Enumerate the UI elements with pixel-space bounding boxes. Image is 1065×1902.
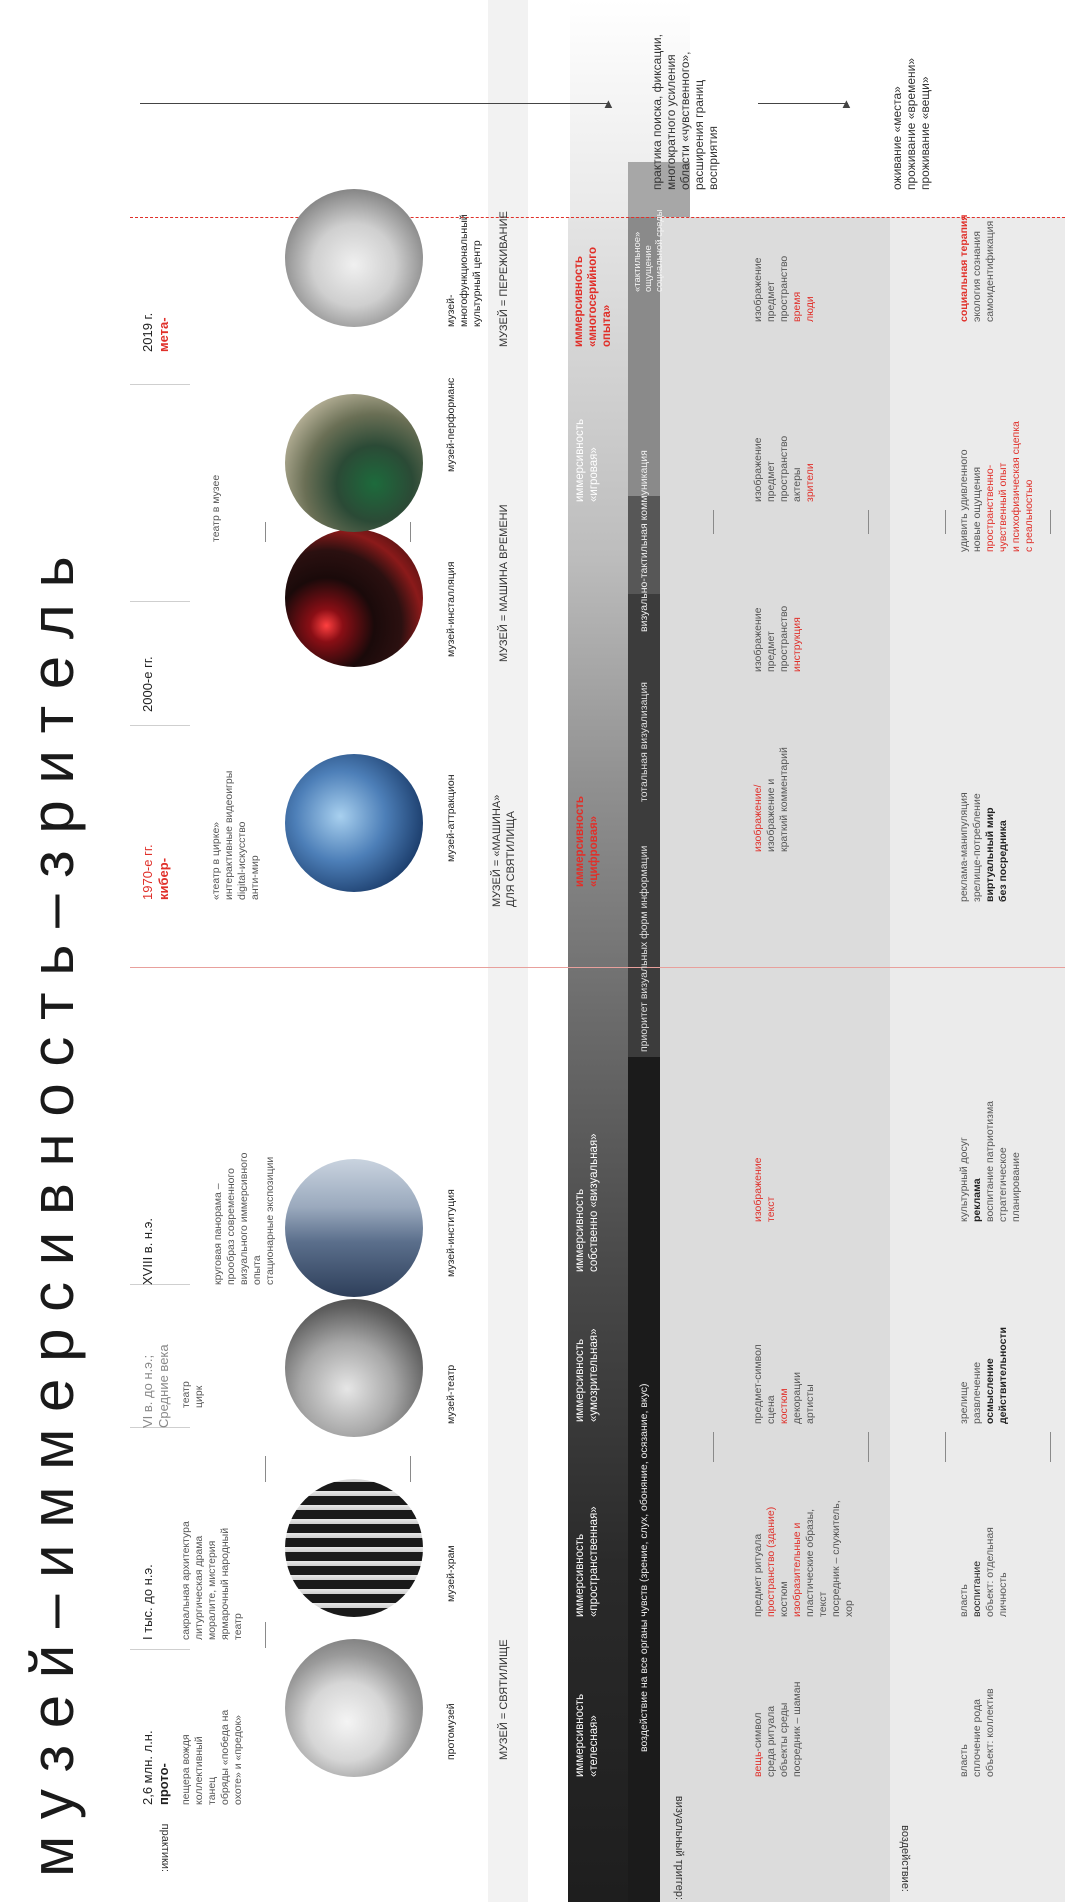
impact-list: культурный досуг реклама воспитание патриотизма стратегическое планирование — [958, 1100, 1022, 1222]
connector-line — [265, 1622, 266, 1648]
impact-list: власть воспитание объект: отдельная личность — [958, 1527, 1009, 1617]
connector-line — [945, 510, 946, 534]
performance-image — [285, 394, 423, 532]
trigger-list: изображение/ изображение и краткий комментарий — [752, 747, 790, 852]
era-practices-18c: круговая панорама – прообраз современного визуального иммерсивного опыта стационарные экспозиции — [212, 1152, 276, 1285]
immersivity-visual: иммерсивность собственно «визуальная» — [574, 1133, 600, 1272]
immersivity-digital: иммерсивность «цифровая» — [574, 796, 600, 887]
era-header-1k-bc: I тыс. до н.э. — [140, 1564, 155, 1640]
senses-label-multi: «тактильное» ощущение социальной среды — [632, 209, 665, 292]
panorama-image — [285, 1159, 423, 1297]
label-practices: практики: — [159, 1823, 171, 1872]
immersivity-speculative: иммерсивность «умозрительная» — [574, 1328, 600, 1422]
impact-list: социальная терапия экология сознания самоидентификация — [958, 214, 996, 322]
era-header-proto: 2,6 млн. л.н. прото- — [140, 1730, 171, 1805]
temple-image — [285, 1479, 423, 1617]
cultural-center-image — [285, 189, 423, 327]
connector-line — [713, 1432, 714, 1462]
trigger-list: предмет-символ сцена костюм декорации артисты — [752, 1344, 816, 1424]
connector-line — [265, 522, 266, 542]
trigger-list: изображение текст — [752, 1157, 777, 1222]
era-practices-6c-bc: театр цирк — [180, 1381, 205, 1408]
museum-type: МУЗЕЙ = ПЕРЕЖИВАНИЕ — [498, 211, 510, 347]
trigger-list: вещь-символ среда ритуала объекты среды посредник – шаман — [752, 1681, 803, 1777]
connector-line — [410, 1456, 411, 1482]
museum-label: музей-перформанс — [445, 377, 457, 472]
connector-line — [945, 1432, 946, 1462]
senses-label: приоритет визуальных форм информации — [638, 845, 650, 1052]
red-dashed-divider — [130, 217, 1065, 218]
museum-label: музей-театр — [445, 1364, 457, 1424]
separator — [130, 725, 190, 726]
museum-label: музей-храм — [445, 1545, 457, 1602]
era-practices-proto: пещера вождя коллективный танец обряды «победа на охоте» и «предок» — [180, 1709, 244, 1805]
trigger-list: предмет ритуала пространство (здание) костюм изобразительные и пластические образы, текст посредник – служитель, хор — [752, 1500, 855, 1617]
impact-list: зрелище развлечение осмысление действительности — [958, 1326, 1009, 1424]
museum-label: музей-аттракцион — [445, 774, 457, 862]
arrow-top-line — [140, 103, 610, 104]
era-practices-1k-bc: сакральная архитектура литургическая драма моралите, мистерия ярмарочный народный театр — [180, 1521, 244, 1640]
impact-list: удивить удивленного новые ощущения пространственно- чувственный опыт и психофизическая сцепка с реальностью — [958, 421, 1035, 552]
arrow-top-icon: ▶ — [603, 100, 614, 108]
trigger-list: изображение предмет пространство время люди — [752, 255, 816, 322]
museum-label: музей-институция — [445, 1189, 457, 1277]
era-header-18c: XVIII в. н.э. — [140, 1218, 155, 1285]
immersivity-bodily: иммерсивность «телесная» — [574, 1693, 600, 1777]
arrow-bottom-icon: ▶ — [841, 100, 852, 108]
separator — [130, 1649, 190, 1650]
separator — [130, 384, 190, 385]
arrow-bottom-line — [758, 103, 848, 104]
immersivity-multi-series: иммерсивность «многосерийного опыта» — [573, 247, 613, 347]
trigger-list: изображение предмет пространство инструкция — [752, 605, 803, 672]
era-header-1970s: 1970-е гг. кибер- — [140, 844, 171, 900]
red-era-line — [130, 967, 1065, 968]
museum-label-multi: музей- многофункциональный культурный центр — [445, 214, 483, 327]
note-bottom: оживание «места» проживание «времени» проживание «вещи» — [890, 57, 932, 190]
senses-label: воздействие на все органы чувств (зрение, слух, обоняние, осязание, вкус) — [638, 1383, 650, 1752]
era-header-2000s: 2000-е гг. — [140, 656, 155, 712]
senses-label: тотальная визуализация — [638, 682, 650, 802]
impact-list: реклама-манипуляция зрелище-потребление виртуальный мир без посредника — [958, 792, 1009, 902]
connector-line — [1050, 1432, 1051, 1462]
connector-line — [265, 1456, 266, 1482]
theatre-masks-image — [285, 1299, 423, 1437]
label-triggers: визуальный триггер: — [673, 1795, 685, 1900]
immersivity-spatial: иммерсивность «пространственная» — [574, 1506, 600, 1617]
separator — [130, 1284, 190, 1285]
page-title: м у з е й – и м м е р с и в н о с т ь – з р и т е л ь — [19, 556, 86, 1877]
museum-label: протомузей — [445, 1703, 457, 1760]
senses-label: визуально-тактильная коммуникация — [638, 450, 650, 632]
connector-line — [1050, 510, 1051, 534]
impact-list: власть сплочение рода объект: коллектив — [958, 1688, 996, 1777]
museum-type: МУЗЕЙ = МАШИНА ВРЕМЕНИ — [498, 504, 510, 662]
installation-image — [285, 529, 423, 667]
connector-line — [713, 510, 714, 534]
label-impact: воздействие: — [899, 1825, 911, 1892]
cave-art-image — [285, 1639, 423, 1777]
era-practices-1970s: «театр в цирке» интерактивные видеоигры digital-искусство анти-мир — [210, 770, 261, 900]
connector-line — [868, 510, 869, 534]
museum-label: музей-инсталляция — [445, 561, 457, 657]
museum-type: МУЗЕЙ = СВЯТИЛИЩЕ — [498, 1639, 510, 1760]
museum-type: МУЗЕЙ = «МАШИНА» ДЛЯ СВЯТИЛИЩА — [491, 794, 517, 907]
connector-line — [868, 1432, 869, 1462]
era-header-6c-bc: VI в. до н.э.; Средние века — [140, 1344, 171, 1428]
era-practices-2000s: театр в музее — [210, 474, 222, 542]
connector-line — [410, 522, 411, 542]
separator — [130, 601, 190, 602]
trigger-list: изображение предмет пространство актеры зрители — [752, 435, 816, 502]
era-header-2019: 2019 г. мета- — [140, 312, 171, 352]
attraction-image — [285, 754, 423, 892]
immersivity-game: иммерсивность «игровая» — [574, 418, 600, 502]
note-top: практика поиска, фиксации, многократного усиления области «чувственного», расширения границ восприятия — [650, 34, 720, 190]
